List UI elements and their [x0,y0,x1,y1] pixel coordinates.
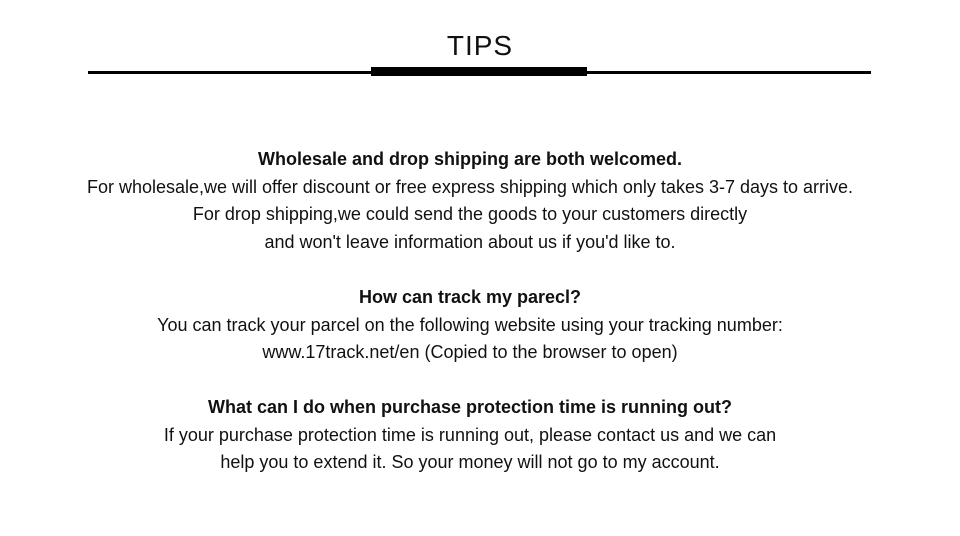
tip-section-wholesale [0,146,940,256]
section-text-line: help you to extend it. So your money will not go to my account. [220,452,720,472]
section-text-line: If your purchase protection time is running out, please contact us and we can [163,424,777,445]
section-text-line: www.17track.net/en (Copied to the browser to open) [262,342,678,362]
tip-section-tracking [0,284,940,367]
section-text-line: and won't leave information about us if you'd like to. [264,231,676,252]
section-text-line: For drop shipping,we could send the goods to your customers directly [192,204,748,224]
section-heading: Wholesale and drop shipping are both welcomed. [257,149,683,169]
section-text-line: For wholesale,we will offer discount or free express shipping which only takes 3-7 days to arrive. [86,176,854,197]
title-divider-accent [371,67,587,76]
tip-section-purchase-protection [0,394,940,477]
section-heading: What can I do when purchase protection time is running out? [207,397,733,417]
section-text-line: You can track your parcel on the following website using your tracking number: [157,314,783,335]
section-heading: How can track my parecl? [358,287,582,307]
page-title: TIPS [446,30,514,61]
